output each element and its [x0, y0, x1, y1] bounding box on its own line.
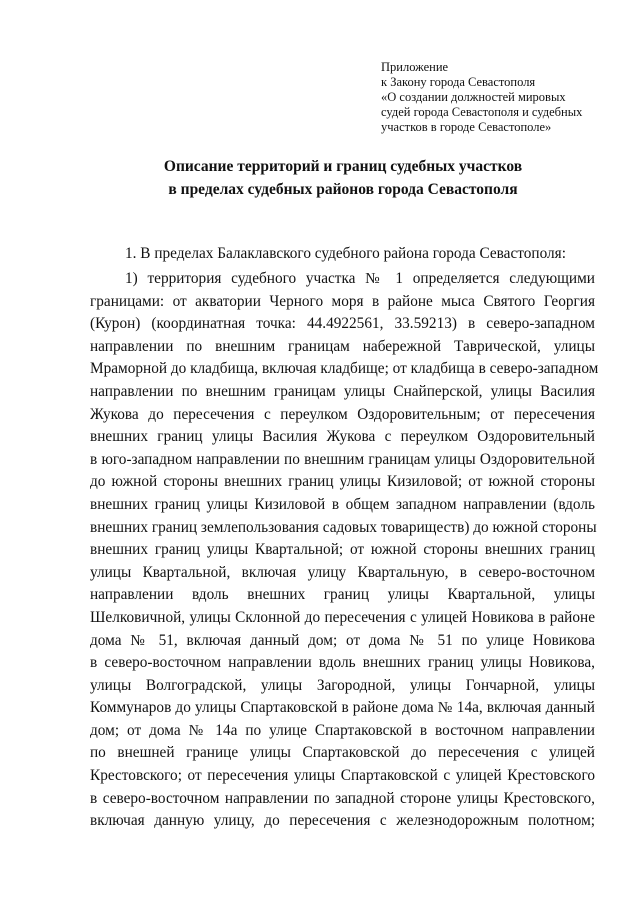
paragraph-line: 1) территория судебного участка № 1 определяется следующими — [125, 270, 595, 287]
paragraph-line: границами: от акватории Черного моря в районе мыса Святого Георгия — [90, 292, 595, 310]
paragraph-line: направлении по внешним границам улицы Снайперской, улицы Василия — [90, 382, 595, 400]
paragraph-line: по внешней границе улицы Спартаковской до пересечения с улицей — [90, 744, 595, 762]
appendix-line: судей города Севастополя и судебных — [381, 105, 583, 119]
paragraph-line: внешних границ землепользования садовых товариществ) до южной стороны — [90, 518, 597, 536]
paragraph-line: Шелковичной, улицы Склонной до пересечения с улицей Новикова в районе — [90, 608, 595, 626]
section-heading: 1. В пределах Балаклавского судебного района города Севастополя: — [125, 245, 566, 262]
paragraph-line: в северо-восточном направлении вдоль внешних границ улицы Новикова, — [90, 654, 595, 672]
paragraph-line: Жукова до пересечения с переулком Оздоровительным; от пересечения — [90, 405, 595, 423]
title-line: Описание территорий и границ судебных участков — [163, 158, 523, 175]
paragraph-line: Коммунаров до улицы Спартаковской в районе дома № 14а, включая данный — [90, 699, 595, 717]
paragraph-line: улицы Волгоградской, улицы Загородной, улицы Гончарной, улицы — [90, 676, 595, 694]
paragraph-line: (Курон) (координатная точка: 44.4922561, 33.59213) в северо-западном — [90, 315, 595, 333]
title-line: в пределах судебных районов города Севастополя — [168, 181, 518, 198]
appendix-line: «О создании должностей мировых — [381, 90, 566, 104]
appendix-line: Приложение — [381, 60, 449, 74]
paragraph-line: внешних границ улицы Василия Жукова с переулком Оздоровительный — [90, 428, 595, 446]
paragraph-line: внешних границ улицы Квартальной; от южной стороны внешних границ — [90, 541, 595, 559]
paragraph-line: до южной стороны внешних границ улицы Кизиловой; от южной стороны — [90, 473, 595, 491]
appendix-line: участков в городе Севастополе» — [381, 120, 552, 134]
paragraph-line: в юго-западном направлении по внешним границам улицы Оздоровительной — [90, 450, 595, 468]
paragraph-text — [90, 268, 599, 833]
paragraph-line: Мраморной до кладбища, включая кладбище; от кладбища в северо-западном — [90, 360, 599, 378]
paragraph-line: в северо-восточном направлении по западной стороне улицы Крестовского, — [90, 789, 595, 807]
appendix-line: к Закону города Севастополя — [381, 75, 536, 89]
paragraph-line: дом; от дома № 14а по улице Спартаковской в восточном направлении — [90, 721, 595, 739]
paragraph-line: включая данную улицу, до пересечения с железнодорожным полотном; — [90, 812, 595, 830]
paragraph-line: внешних границ улицы Кизиловой в общем западном направлении (вдоль — [90, 495, 595, 513]
paragraph-line: направлении по внешним границам набережной Таврической, улицы — [90, 337, 595, 355]
document-title — [90, 155, 596, 201]
paragraph-line: дома № 51, включая данный дом; от дома № 51 по улице Новикова — [90, 631, 595, 649]
paragraph-line: направлении вдоль внешних границ улицы Квартальной, улицы — [90, 586, 595, 604]
paragraph-line: Крестовского; от пересечения улицы Спартаковской с улицей Крестовского — [90, 767, 595, 785]
appendix-note — [381, 60, 621, 135]
paragraph-line: улицы Квартальной, включая улицу Квартальную, в северо-восточном — [90, 563, 595, 581]
